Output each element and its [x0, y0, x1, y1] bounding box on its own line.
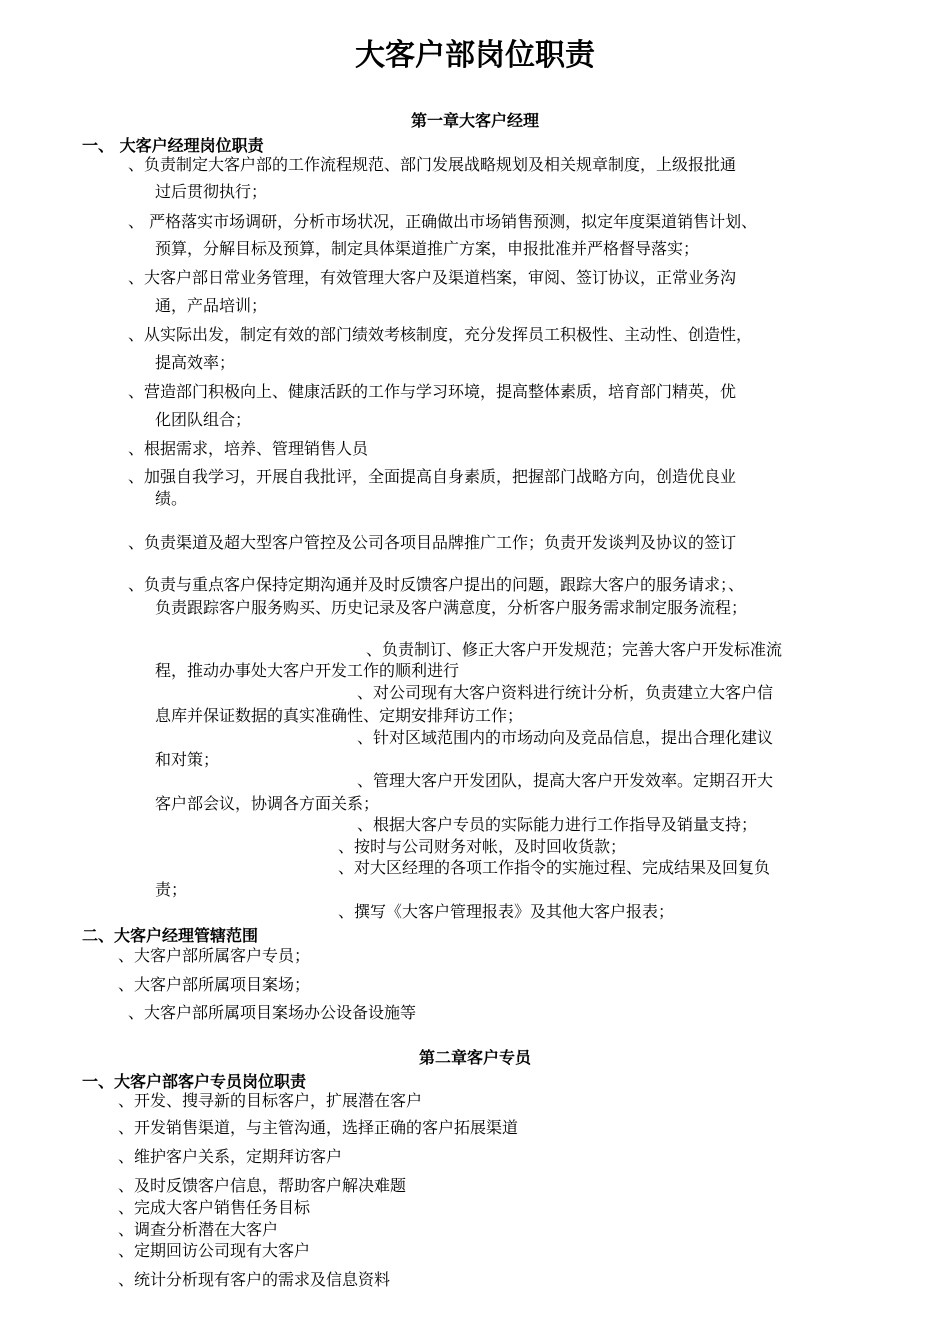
specialist-duty-line: 、及时反馈客户信息，帮助客户解决难题: [118, 1176, 407, 1195]
chapter-2-heading: 第二章客户专员: [418, 1048, 531, 1067]
scope-line: 、大客户部所属项目案场办公设备设施等: [128, 1003, 417, 1022]
duty-line: 、按时与公司财务对帐，及时回收货款；: [338, 837, 627, 856]
duty-line: 、负责与重点客户保持定期沟通并及时反馈客户提出的问题，跟踪大客户的服务请求；、: [128, 575, 745, 594]
duty-line: 、根据需求，培养、管理销售人员: [128, 439, 369, 458]
specialist-duty-line: 、维护客户关系，定期拜访客户: [118, 1147, 343, 1166]
duty-line: 通，产品培训；: [155, 296, 268, 315]
duty-line: 、对大区经理的各项工作指令的实施过程、完成结果及回复负: [338, 858, 771, 877]
section-specialist-duties-heading: 一、大客户部客户专员岗位职责: [82, 1072, 307, 1091]
duty-line: 、大客户部日常业务管理，有效管理大客户及渠道档案，审阅、签订协议，正常业务沟: [128, 268, 737, 287]
duty-line: 、管理大客户开发团队，提高大客户开发效率。定期召开大: [357, 771, 774, 790]
duty-line: 、根据大客户专员的实际能力进行工作指导及销量支持；: [357, 815, 758, 834]
document-title: 大客户部岗位职责: [355, 38, 595, 73]
duty-line: 程，推动办事处大客户开发工作的顺利进行: [155, 661, 460, 680]
specialist-duty-line: 、开发销售渠道，与主管沟通，选择正确的客户拓展渠道: [118, 1118, 519, 1137]
duty-line: 、针对区域范围内的市场动向及竞品信息，提出合理化建议: [357, 728, 774, 747]
scope-line: 、大客户部所属客户专员；: [118, 946, 311, 965]
specialist-duty-line: 、完成大客户销售任务目标: [118, 1198, 311, 1217]
specialist-duty-line: 、定期回访公司现有大客户: [118, 1241, 311, 1260]
duty-line: 、加强自我学习，开展自我批评，全面提高自身素质，把握部门战略方向，创造优良业: [128, 467, 737, 486]
specialist-duty-line: 、开发、搜寻新的目标客户，扩展潜在客户: [118, 1091, 423, 1110]
chapter-1-heading: 第一章大客户经理: [410, 111, 539, 130]
duty-line: 息库并保证数据的真实准确性、定期安排拜访工作；: [155, 706, 524, 725]
duty-line: 提高效率；: [155, 353, 236, 372]
scope-line: 、大客户部所属项目案场；: [118, 975, 311, 994]
duty-line: 、负责制定大客户部的工作流程规范、部门发展战略规划及相关规章制度，上级报批通: [128, 155, 737, 174]
specialist-duty-line: 、统计分析现有客户的需求及信息资料: [118, 1270, 391, 1289]
duty-line: 过后贯彻执行；: [155, 182, 268, 201]
duty-line: 负责跟踪客户服务购买、历史记录及客户满意度，分析客户服务需求制定服务流程；: [155, 598, 748, 617]
duty-line: 、从实际出发，制定有效的部门绩效考核制度，充分发挥员工积极性、主动性、创造性，: [128, 325, 753, 344]
specialist-duty-line: 、调查分析潜在大客户: [118, 1220, 279, 1239]
duty-line: 化团队组合；: [155, 410, 252, 429]
section-manager-duties-heading: 一、 大客户经理岗位职责: [82, 136, 264, 155]
duty-line: 绩。: [155, 489, 188, 508]
section-manager-scope-heading: 二、大客户经理管辖范围: [82, 926, 259, 945]
duty-line: 、营造部门积极向上、健康活跃的工作与学习环境，提高整体素质，培育部门精英，优: [128, 382, 737, 401]
duty-line: 、对公司现有大客户资料进行统计分析，负责建立大客户信: [357, 683, 774, 702]
duty-line: 预算，分解目标及预算，制定具体渠道推广方案，申报批准并严格督导落实；: [155, 239, 700, 258]
duty-line: 、撰写《大客户管理报表》及其他大客户报表；: [338, 902, 675, 921]
duty-line: 和对策；: [155, 750, 220, 769]
duty-line: 责；: [155, 880, 188, 899]
duty-line: 客户部会议，协调各方面关系；: [155, 794, 380, 813]
duty-line: 、负责渠道及超大型客户管控及公司各项目品牌推广工作；负责开发谈判及协议的签订: [128, 533, 737, 552]
duty-line: 、 严格落实市场调研，分析市场状况，正确做出市场销售预测，拟定年度渠道销售计划、: [128, 212, 758, 231]
duty-line: 、负责制订、修正大客户开发规范；完善大客户开发标准流: [366, 640, 783, 659]
